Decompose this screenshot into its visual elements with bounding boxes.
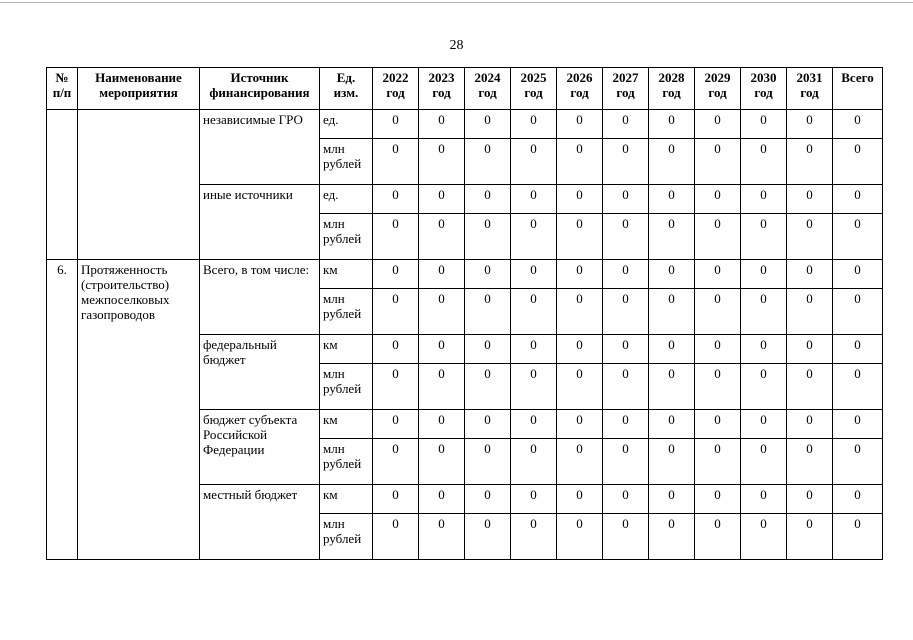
unit-cell: млн рублей	[320, 439, 373, 485]
value-cell: 0	[787, 485, 833, 514]
value-cell: 0	[557, 289, 603, 335]
value-cell: 0	[787, 214, 833, 260]
value-cell: 0	[833, 289, 883, 335]
value-cell: 0	[603, 110, 649, 139]
value-cell: 0	[695, 214, 741, 260]
value-cell: 0	[695, 139, 741, 185]
value-cell: 0	[787, 364, 833, 410]
value-cell: 0	[741, 260, 787, 289]
value-cell: 0	[741, 335, 787, 364]
value-cell: 0	[373, 514, 419, 560]
value-cell: 0	[787, 185, 833, 214]
value-cell: 0	[695, 335, 741, 364]
value-cell: 0	[419, 410, 465, 439]
value-cell: 0	[741, 364, 787, 410]
value-cell: 0	[833, 260, 883, 289]
header-year-2028: 2028 год	[649, 68, 695, 110]
value-cell: 0	[833, 139, 883, 185]
value-cell: 0	[465, 439, 511, 485]
value-cell: 0	[419, 110, 465, 139]
value-cell: 0	[373, 185, 419, 214]
value-cell: 0	[649, 364, 695, 410]
value-cell: 0	[649, 439, 695, 485]
value-cell: 0	[511, 139, 557, 185]
value-cell: 0	[603, 214, 649, 260]
header-year-2023: 2023 год	[419, 68, 465, 110]
value-cell: 0	[511, 260, 557, 289]
unit-cell: млн рублей	[320, 214, 373, 260]
value-cell: 0	[833, 335, 883, 364]
value-cell: 0	[603, 139, 649, 185]
value-cell: 0	[373, 139, 419, 185]
value-cell: 0	[511, 514, 557, 560]
value-cell: 0	[603, 410, 649, 439]
header-year-2029: 2029 год	[695, 68, 741, 110]
table-row	[47, 110, 883, 139]
value-cell: 0	[741, 410, 787, 439]
value-cell: 0	[695, 410, 741, 439]
header-source: Источник финансирования	[200, 68, 320, 110]
value-cell: 0	[419, 214, 465, 260]
value-cell: 0	[373, 289, 419, 335]
header-year-2025: 2025 год	[511, 68, 557, 110]
page-number: 28	[449, 38, 464, 53]
value-cell: 0	[833, 214, 883, 260]
value-cell: 0	[787, 139, 833, 185]
value-cell: 0	[465, 485, 511, 514]
value-cell: 0	[465, 335, 511, 364]
value-cell: 0	[649, 514, 695, 560]
value-cell: 0	[465, 364, 511, 410]
value-cell: 0	[741, 110, 787, 139]
value-cell: 0	[419, 364, 465, 410]
value-cell: 0	[649, 289, 695, 335]
value-cell: 0	[603, 185, 649, 214]
header-year-2024: 2024 год	[465, 68, 511, 110]
value-cell: 0	[511, 485, 557, 514]
value-cell: 0	[557, 335, 603, 364]
value-cell: 0	[557, 110, 603, 139]
value-cell: 0	[557, 410, 603, 439]
value-cell: 0	[465, 410, 511, 439]
value-cell: 0	[419, 514, 465, 560]
value-cell: 0	[695, 439, 741, 485]
value-cell: 0	[787, 514, 833, 560]
header-total: Всего	[833, 68, 883, 110]
value-cell: 0	[373, 364, 419, 410]
header-num: № п/п	[47, 68, 78, 110]
value-cell: 0	[695, 485, 741, 514]
value-cell: 0	[741, 289, 787, 335]
value-cell: 0	[695, 289, 741, 335]
value-cell: 0	[603, 514, 649, 560]
value-cell: 0	[787, 335, 833, 364]
source-cell: бюджет субъекта Российской Федерации	[200, 410, 320, 485]
value-cell: 0	[741, 439, 787, 485]
value-cell: 0	[695, 260, 741, 289]
program-table	[46, 67, 883, 560]
item-number-cell: 6.	[47, 260, 78, 560]
value-cell: 0	[557, 514, 603, 560]
unit-cell: км	[320, 335, 373, 364]
value-cell: 0	[419, 335, 465, 364]
unit-cell: млн рублей	[320, 364, 373, 410]
item-number-cell	[47, 110, 78, 260]
value-cell: 0	[695, 514, 741, 560]
value-cell: 0	[787, 289, 833, 335]
value-cell: 0	[557, 214, 603, 260]
value-cell: 0	[787, 110, 833, 139]
unit-cell: млн рублей	[320, 289, 373, 335]
value-cell: 0	[373, 110, 419, 139]
value-cell: 0	[557, 185, 603, 214]
value-cell: 0	[557, 364, 603, 410]
value-cell: 0	[373, 335, 419, 364]
value-cell: 0	[833, 185, 883, 214]
value-cell: 0	[465, 185, 511, 214]
value-cell: 0	[373, 439, 419, 485]
unit-cell: млн рублей	[320, 514, 373, 560]
value-cell: 0	[511, 410, 557, 439]
value-cell: 0	[465, 289, 511, 335]
value-cell: 0	[603, 364, 649, 410]
value-cell: 0	[649, 214, 695, 260]
value-cell: 0	[465, 214, 511, 260]
value-cell: 0	[649, 260, 695, 289]
value-cell: 0	[649, 410, 695, 439]
value-cell: 0	[833, 410, 883, 439]
value-cell: 0	[465, 514, 511, 560]
header-year-2030: 2030 год	[741, 68, 787, 110]
value-cell: 0	[511, 364, 557, 410]
header-name: Наименование мероприятия	[78, 68, 200, 110]
value-cell: 0	[833, 485, 883, 514]
header-year-2031: 2031 год	[787, 68, 833, 110]
value-cell: 0	[557, 485, 603, 514]
value-cell: 0	[465, 110, 511, 139]
item-name-cell: Протяженность (строительство) межпоселковых газопроводов	[78, 260, 200, 560]
unit-cell: км	[320, 410, 373, 439]
value-cell: 0	[419, 185, 465, 214]
value-cell: 0	[695, 110, 741, 139]
value-cell: 0	[741, 514, 787, 560]
value-cell: 0	[649, 185, 695, 214]
value-cell: 0	[603, 289, 649, 335]
value-cell: 0	[419, 439, 465, 485]
unit-cell: ед.	[320, 185, 373, 214]
value-cell: 0	[787, 260, 833, 289]
value-cell: 0	[511, 185, 557, 214]
value-cell: 0	[511, 335, 557, 364]
value-cell: 0	[603, 260, 649, 289]
unit-cell: км	[320, 485, 373, 514]
value-cell: 0	[787, 410, 833, 439]
value-cell: 0	[557, 260, 603, 289]
unit-cell: ед.	[320, 110, 373, 139]
value-cell: 0	[557, 139, 603, 185]
source-cell: независимые ГРО	[200, 110, 320, 185]
value-cell: 0	[511, 289, 557, 335]
value-cell: 0	[741, 139, 787, 185]
source-cell: федеральный бюджет	[200, 335, 320, 410]
unit-cell: млн рублей	[320, 139, 373, 185]
value-cell: 0	[833, 514, 883, 560]
table-body	[47, 110, 883, 560]
value-cell: 0	[373, 260, 419, 289]
unit-cell: км	[320, 260, 373, 289]
value-cell: 0	[603, 439, 649, 485]
value-cell: 0	[741, 185, 787, 214]
top-edge-line	[0, 2, 913, 3]
header-year-2026: 2026 год	[557, 68, 603, 110]
value-cell: 0	[511, 110, 557, 139]
source-cell: Всего, в том числе:	[200, 260, 320, 335]
source-cell: местный бюджет	[200, 485, 320, 560]
value-cell: 0	[419, 260, 465, 289]
table-row	[47, 260, 883, 289]
value-cell: 0	[373, 410, 419, 439]
value-cell: 0	[419, 139, 465, 185]
value-cell: 0	[833, 110, 883, 139]
value-cell: 0	[465, 260, 511, 289]
value-cell: 0	[833, 439, 883, 485]
header-year-2027: 2027 год	[603, 68, 649, 110]
value-cell: 0	[741, 485, 787, 514]
value-cell: 0	[465, 139, 511, 185]
value-cell: 0	[603, 335, 649, 364]
value-cell: 0	[419, 485, 465, 514]
value-cell: 0	[511, 214, 557, 260]
source-cell: иные источники	[200, 185, 320, 260]
value-cell: 0	[787, 439, 833, 485]
value-cell: 0	[373, 485, 419, 514]
value-cell: 0	[419, 289, 465, 335]
value-cell: 0	[603, 485, 649, 514]
value-cell: 0	[833, 364, 883, 410]
value-cell: 0	[695, 185, 741, 214]
value-cell: 0	[649, 335, 695, 364]
value-cell: 0	[741, 214, 787, 260]
header-unit: Ед. изм.	[320, 68, 373, 110]
value-cell: 0	[511, 439, 557, 485]
value-cell: 0	[695, 364, 741, 410]
value-cell: 0	[649, 110, 695, 139]
value-cell: 0	[649, 485, 695, 514]
header-row	[47, 68, 883, 110]
item-name-cell	[78, 110, 200, 260]
value-cell: 0	[373, 214, 419, 260]
value-cell: 0	[557, 439, 603, 485]
header-year-2022: 2022 год	[373, 68, 419, 110]
value-cell: 0	[649, 139, 695, 185]
